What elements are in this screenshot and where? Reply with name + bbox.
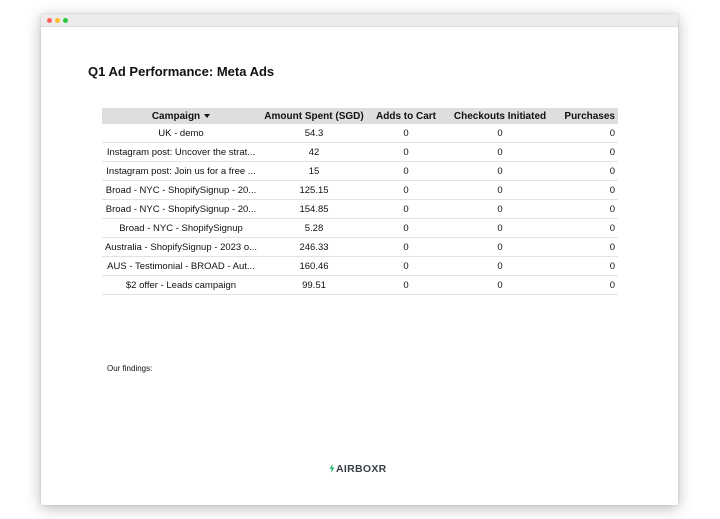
table-row [102,276,618,295]
cell-amount: 154.85 [260,200,368,219]
table-row [102,162,618,181]
table-row [102,181,618,200]
cell-checkouts: 0 [444,181,556,200]
cell-checkouts: 0 [444,124,556,143]
cell-purchases: 0 [556,219,618,238]
table-row [102,257,618,276]
minimize-window-button[interactable] [55,18,60,23]
column-header-label: Campaign [151,110,201,122]
column-header-checkouts-initiated[interactable] [444,108,556,124]
cell-adds: 0 [368,181,444,200]
cell-campaign: Instagram post: Uncover the strat... [102,143,260,162]
window-titlebar [41,14,678,27]
cell-purchases: 0 [556,200,618,219]
cell-adds: 0 [368,162,444,181]
logo-text: AIRBOXR [336,463,387,475]
cell-purchases: 0 [556,143,618,162]
table-header-row [102,108,618,124]
ad-performance-table [102,108,618,295]
caret-down-icon[interactable] [204,114,210,118]
cell-amount: 42 [260,143,368,162]
cell-amount: 246.33 [260,238,368,257]
cell-checkouts: 0 [444,219,556,238]
cell-amount: 160.46 [260,257,368,276]
close-window-button[interactable] [47,18,52,23]
cell-campaign: UK - demo [102,124,260,143]
cell-amount: 5.28 [260,219,368,238]
cell-amount: 125.15 [260,181,368,200]
cell-amount: 15 [260,162,368,181]
cell-campaign: Broad - NYC - ShopifySignup - 20... [102,200,260,219]
cell-campaign: Broad - NYC - ShopifySignup - 20... [102,181,260,200]
cell-checkouts: 0 [444,143,556,162]
table-row [102,238,618,257]
cell-purchases: 0 [556,181,618,200]
cell-checkouts: 0 [444,276,556,295]
cell-purchases: 0 [556,238,618,257]
column-header-adds-to-cart[interactable] [368,108,444,124]
cell-checkouts: 0 [444,200,556,219]
column-header-amount-spent[interactable] [260,108,368,124]
cell-checkouts: 0 [444,162,556,181]
cell-campaign: AUS - Testimonial - BROAD - Aut... [102,257,260,276]
cell-campaign: Instagram post: Join us for a free ... [102,162,260,181]
cell-campaign: Australia - ShopifySignup - 2023 o... [102,238,260,257]
column-header-label: Purchases [564,110,615,122]
cell-purchases: 0 [556,124,618,143]
bolt-icon [329,464,335,473]
cell-campaign: Broad - NYC - ShopifySignup [102,219,260,238]
column-header-label: Checkouts Initiated [453,110,547,122]
cell-adds: 0 [368,143,444,162]
table-row [102,219,618,238]
cell-adds: 0 [368,219,444,238]
page-title: Q1 Ad Performance: Meta Ads [88,64,275,79]
table-row [102,200,618,219]
column-header-purchases[interactable] [556,108,618,124]
cell-adds: 0 [368,257,444,276]
cell-adds: 0 [368,200,444,219]
cell-purchases: 0 [556,276,618,295]
cell-adds: 0 [368,238,444,257]
browser-window [41,14,678,505]
column-header-label: Adds to Cart [376,110,436,122]
table-row [102,124,618,143]
cell-checkouts: 0 [444,257,556,276]
cell-campaign: $2 offer - Leads campaign [102,276,260,295]
airboxr-logo [329,463,387,475]
cell-amount: 54.3 [260,124,368,143]
findings-label: Our findings: [107,364,153,373]
column-header-campaign[interactable] [102,108,260,124]
column-header-label: Amount Spent (SGD) [264,110,364,122]
cell-checkouts: 0 [444,238,556,257]
cell-adds: 0 [368,124,444,143]
cell-adds: 0 [368,276,444,295]
maximize-window-button[interactable] [63,18,68,23]
cell-purchases: 0 [556,257,618,276]
cell-purchases: 0 [556,162,618,181]
cell-amount: 99.51 [260,276,368,295]
table-row [102,143,618,162]
